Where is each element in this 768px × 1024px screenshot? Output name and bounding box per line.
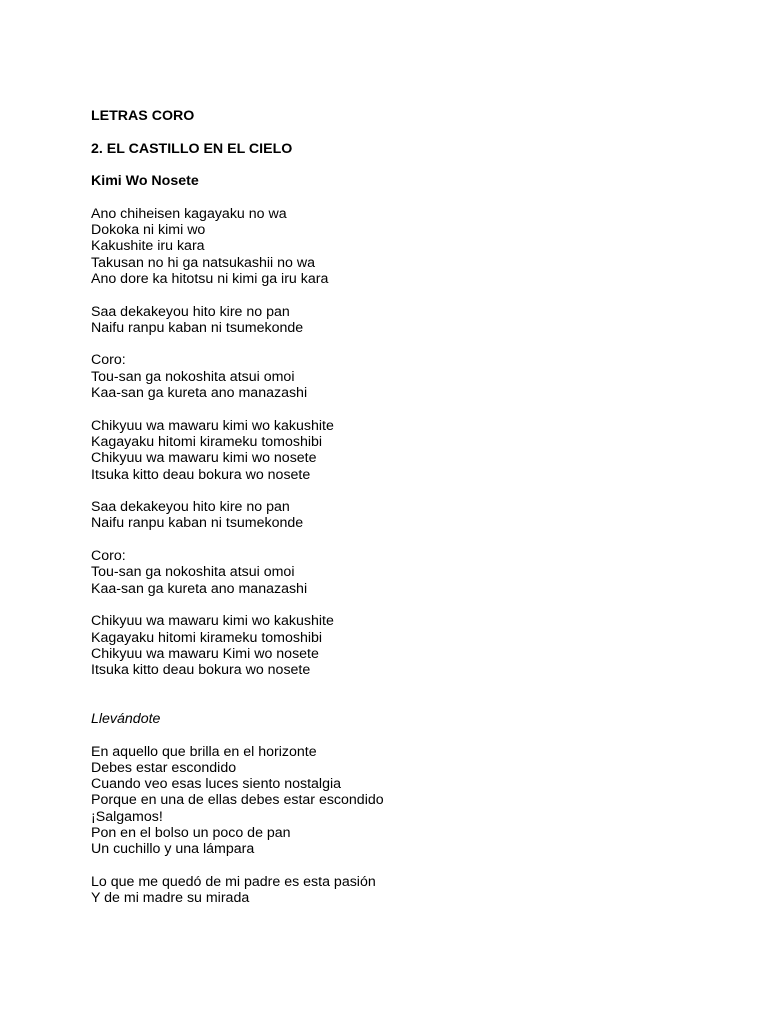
translation-line: Debes estar escondido: [91, 759, 237, 776]
translation-stanza-2: [91, 874, 731, 907]
translation-line: Y de mi madre su mirada: [91, 890, 250, 907]
translation-line: En aquello que brilla en el horizonte: [91, 743, 317, 760]
lyric-line: Naifu ranpu kaban ni tsumekonde: [91, 515, 304, 532]
lyric-line: Takusan no hi ga natsukashii no wa: [91, 254, 315, 271]
spacer: [91, 157, 731, 173]
lyrics-stanza-3: [91, 352, 731, 401]
translation-line: Un cuchillo y una lámpara: [91, 841, 255, 858]
lyric-line: Itsuka kitto deau bokura wo nosete: [91, 662, 311, 679]
lyric-line: Chikyuu wa mawaru Kimi wo nosete: [91, 645, 319, 662]
translation-line: Pon en el bolso un poco de pan: [91, 825, 291, 842]
lyric-line: Itsuka kitto deau bokura wo nosete: [91, 466, 311, 483]
lyric-line: Kaa-san ga kureta ano manazashi: [91, 580, 308, 597]
lyric-line: Chikyuu wa mawaru kimi wo kakushite: [91, 613, 334, 630]
spacer: [91, 124, 731, 140]
lyric-line: Kaa-san ga kureta ano manazashi: [91, 385, 308, 402]
chorus-label: Coro:: [91, 352, 126, 369]
lyric-line: Kakushite iru kara: [91, 238, 205, 255]
lyric-line: Chikyuu wa mawaru kimi wo kakushite: [91, 417, 334, 434]
spacer: [91, 597, 731, 613]
song-title: 2. EL CASTILLO EN EL CIELO: [91, 140, 293, 157]
lyrics-stanza-7: [91, 613, 731, 678]
spacer: [91, 483, 731, 499]
spacer: [91, 532, 731, 548]
lyric-line: Ano chiheisen kagayaku no wa: [91, 205, 287, 222]
lyric-line: Naifu ranpu kaban ni tsumekonde: [91, 319, 304, 336]
lyric-line: Tou-san ga nokoshita atsui omoi: [91, 564, 295, 581]
lyric-line: Kagayaku hitomi kirameku tomoshibi: [91, 433, 323, 450]
lyric-line: Chikyuu wa mawaru kimi wo nosete: [91, 450, 317, 467]
lyric-line: Saa dekakeyou hito kire no pan: [91, 303, 290, 320]
spacer: [91, 401, 731, 417]
lyric-line: Ano dore ka hitotsu ni kimi ga iru kara: [91, 270, 329, 287]
lyric-line: Tou-san ga nokoshita atsui omoi: [91, 368, 295, 385]
document-heading: LETRAS CORO: [91, 108, 195, 124]
translation-line: Lo que me quedó de mi padre es esta pasión: [91, 873, 376, 890]
translation-title: Llevándote: [91, 710, 161, 727]
spacer: [91, 858, 731, 874]
translation-line: ¡Salgamos!: [91, 808, 163, 825]
translation-stanza-1: [91, 744, 731, 858]
lyrics-stanza-2: [91, 304, 731, 337]
chorus-label: Coro:: [91, 548, 126, 565]
spacer: [91, 336, 731, 352]
lyrics-stanza-6: [91, 548, 731, 597]
spacer: [91, 727, 731, 743]
spacer: [91, 678, 731, 711]
spacer: [91, 287, 731, 303]
document-page: [91, 108, 731, 907]
lyric-line: Dokoka ni kimi wo: [91, 222, 206, 239]
translation-line: Porque en una de ellas debes estar escondido: [91, 792, 384, 809]
lyric-line: Kagayaku hitomi kirameku tomoshibi: [91, 629, 323, 646]
song-subtitle: Kimi Wo Nosete: [91, 173, 199, 190]
lyric-line: Saa dekakeyou hito kire no pan: [91, 499, 290, 516]
lyrics-stanza-1: [91, 206, 731, 287]
translation-line: Cuando veo esas luces siento nostalgia: [91, 776, 342, 793]
spacer: [91, 189, 731, 205]
lyrics-stanza-5: [91, 499, 731, 532]
lyrics-stanza-4: [91, 418, 731, 483]
